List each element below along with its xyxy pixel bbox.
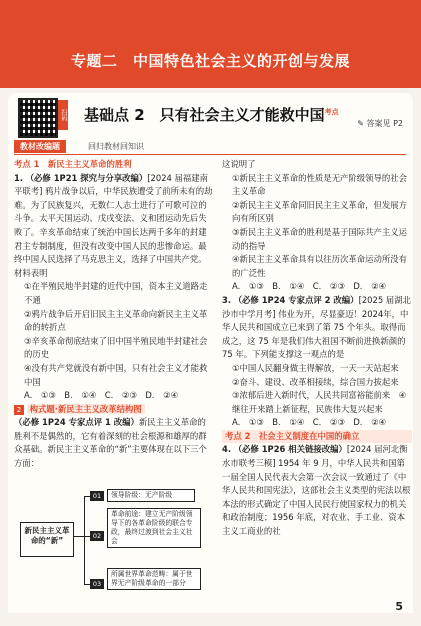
q1-source: （必修 1P21 探究与分享改编） [25,172,148,183]
q4-number: 4. [222,444,232,455]
q2-option-3: ③新民主主义革命的胜利是基于国际共产主义运动的指导 [232,226,408,251]
q3-text: [2025 届湖北沙市中学月考] 伟业为开，尽显豪迈！2024年，中华人民共和国成立已来到了第 75 个年头。取得而成之，这 75 年是我们伟大祖国不断前进换新颜的 75 年。下列能支撑这一观点的是 [222,294,411,360]
question-3 [222,294,412,362]
point-1-heading: 考点 1 新民主主义革命的胜利 [14,159,132,169]
q1-option-2: ②鸦片战争后开启旧民主主义革命向新民主主义革命的转折点 [24,308,208,333]
question-4 [222,443,412,538]
q1-option-4: ④没有共产党就没有新中国，只有社会主义才能救中国 [24,362,208,387]
section-bar [14,140,406,155]
point-2-heading: 考点 2 社会主义制度在中国的确立 [222,430,412,444]
basis-title-text: 基础点 2 只有社会主义才能救中国 [84,106,325,124]
diagram-connector [74,536,84,537]
chapter-title: 专题二 中国特色社会主义的开创与发展 [70,52,350,70]
q2-intro: 这说明了 [222,159,256,169]
q3-options: ①中国人民翻身做主得解放，一天一天站起来 ②奋斗、建设、改革相接续，综合国力拔起来 ③浓郁后进入新时代，人民共同富裕能前来 ④继往开来踏上新征程，民族伟大复兴起来 [232,362,408,414]
answer-reference-text: 答案见 P2 [366,119,403,128]
question-1 [14,172,214,281]
section-tag: 教材改编题 [14,140,66,153]
chapter-header [0,0,421,88]
right-column [222,158,412,539]
left-column [14,158,214,471]
diagram-box-1: 领导阶级：无产阶级 [107,489,195,502]
q2-badge: 2 [14,405,24,415]
qr-scan-tag: 扫码 [58,100,68,130]
basis-sup: 考点 [324,108,339,116]
pencil-icon: ✎ [357,119,364,128]
q4-source: （必修 1P26 相关链接改编） [233,444,347,455]
q2-choices: A. ①③ B. ①④ C. ②③ D. ②④ [232,281,387,292]
q3-number: 3. [222,294,232,305]
page-number: 5 [395,600,403,613]
q1-choices: A. ①③ B. ①④ C. ②③ D. ②④ [24,390,179,401]
basis-title [84,104,339,125]
q2-type: 构式题·新民主主义改革结构图 [27,404,145,414]
diagram-box-2: 革命前途：建立无产阶级领导下的各革命阶级的联合专政，最终过渡到社会主义社会 [107,508,201,548]
q2-option-1: ①新民主主义革命的性质是无产阶级领导的社会主义革命 [232,172,408,197]
diagram-num-1: 01 [90,491,104,501]
q2-option-2: ②新民主主义革命同旧民主主义革命，但发展方向有所区别 [232,199,408,224]
q2-source: （必修 1P24 专家点评 1 改编） [14,417,139,428]
q3-source: （必修 1P24 专家点评 2 改编） [233,294,359,305]
q2-option-4: ④新民主主义革命具有以往历次革命运动所没有的广泛性 [232,254,408,278]
q2-text: 新民主主义革命的胜利不是偶然的，它有着深刻的社会根源和雄厚的群众基础。新民主主义革命的“新”主要体现在以下三个方面： [14,417,207,469]
q3-choices: A. ①③ B. ①④ C. ②③ D. ②④ [232,417,387,428]
question-2 [14,403,214,471]
diagram-num-2: 02 [90,531,104,541]
diagram-num-3: 03 [90,579,104,589]
diagram-main-box: 新民主主义革命的“新” [20,522,74,557]
q1-text: [2024 届福建南平联考] 鸦片战争以后，中华民族遭受了前所未有的劫难。为了民族复兴，无数仁人志士进行了可歌可泣的斗争。太平天国运动、戊戌变法、义和团运动先后失败了。辛亥革命结束了统治中国长达两千多年的封建君主专制制度，但没有改变中国人民的悲惨命运。最终中国人民选择了马克思主义，选择了中国共产党。材料表明 [14,172,213,278]
q1-option-1: ①在半殖民地半封建的近代中国，资本主义道路走不通 [24,281,208,305]
diagram-box-3: 所属世界革命范畴：属于世界无产阶级革命的一部分 [107,568,201,590]
diagram-spine [84,496,85,584]
qr-code[interactable] [18,98,58,138]
section-subtitle: 回归教材回知识 [88,142,144,151]
q4-text: [2024 届河北衡水市联考三模] 1954 年 9 月，中华人民共和国第一届全国人民代表大会第一次会议一致通过了《中华人民共和国宪法》，这部社会主义类型的宪法以根本法的形式确定了中国人民民行使国家权力的机关和政治制度；1956 年底，对农业、手工业、资本主义工商业的社 [222,444,411,537]
answer-reference [357,118,403,129]
q1-number: 1. [14,172,24,183]
revolution-diagram [14,488,204,598]
q1-option-3: ③辛亥革命彻底结束了旧中国半殖民地半封建社会的历史 [24,335,208,360]
